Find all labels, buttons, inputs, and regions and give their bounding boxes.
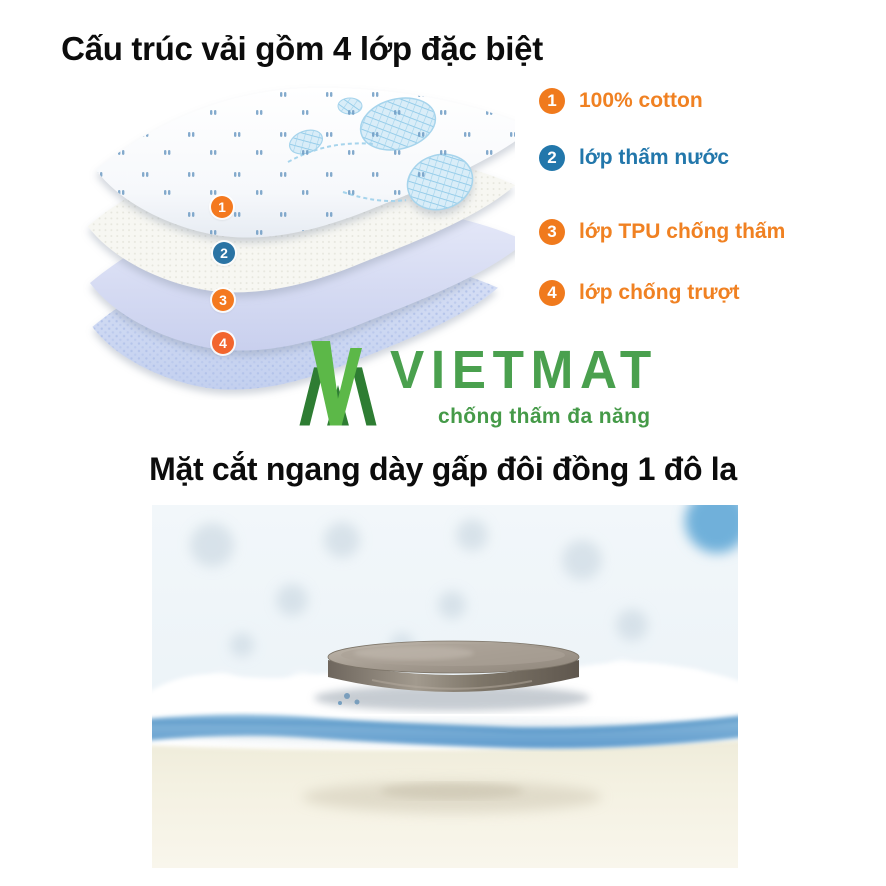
coin [314,641,590,711]
layer-badge-1: 1 [211,196,233,218]
legend-number-badge-2: 2 [539,145,565,171]
legend-item-2 [539,145,729,171]
layer-badge-2: 2 [213,242,235,264]
legend-item-1 [539,88,703,114]
bottom-section-title: Mặt cắt ngang dày gấp đôi đồng 1 đô la [149,451,737,487]
legend-item-3 [539,219,785,245]
cross-section-photo [152,505,738,868]
brand-logo [290,335,720,437]
top-section-title: Cấu trúc vải gồm 4 lớp đặc biệt [61,30,543,67]
layer-badge-4: 4 [212,332,234,354]
legend-label-1: 100% cotton [579,89,703,112]
legend-label-3: lớp TPU chống thấm [579,220,786,243]
legend-number-badge-4: 4 [539,280,565,306]
table-surface [152,733,738,868]
brand-tagline: chống thấm đa năng [438,405,651,428]
vietmat-monogram-icon [298,341,378,429]
brand-name: VIETMAT [390,340,658,400]
legend-item-4 [539,280,740,306]
layer-badge-3: 3 [212,289,234,311]
legend-number-badge-3: 3 [539,219,565,245]
legend-number-badge-1: 1 [539,88,565,114]
legend-label-2: lớp thấm nước [579,146,730,169]
legend-label-4: lớp chống trượt [579,281,740,304]
